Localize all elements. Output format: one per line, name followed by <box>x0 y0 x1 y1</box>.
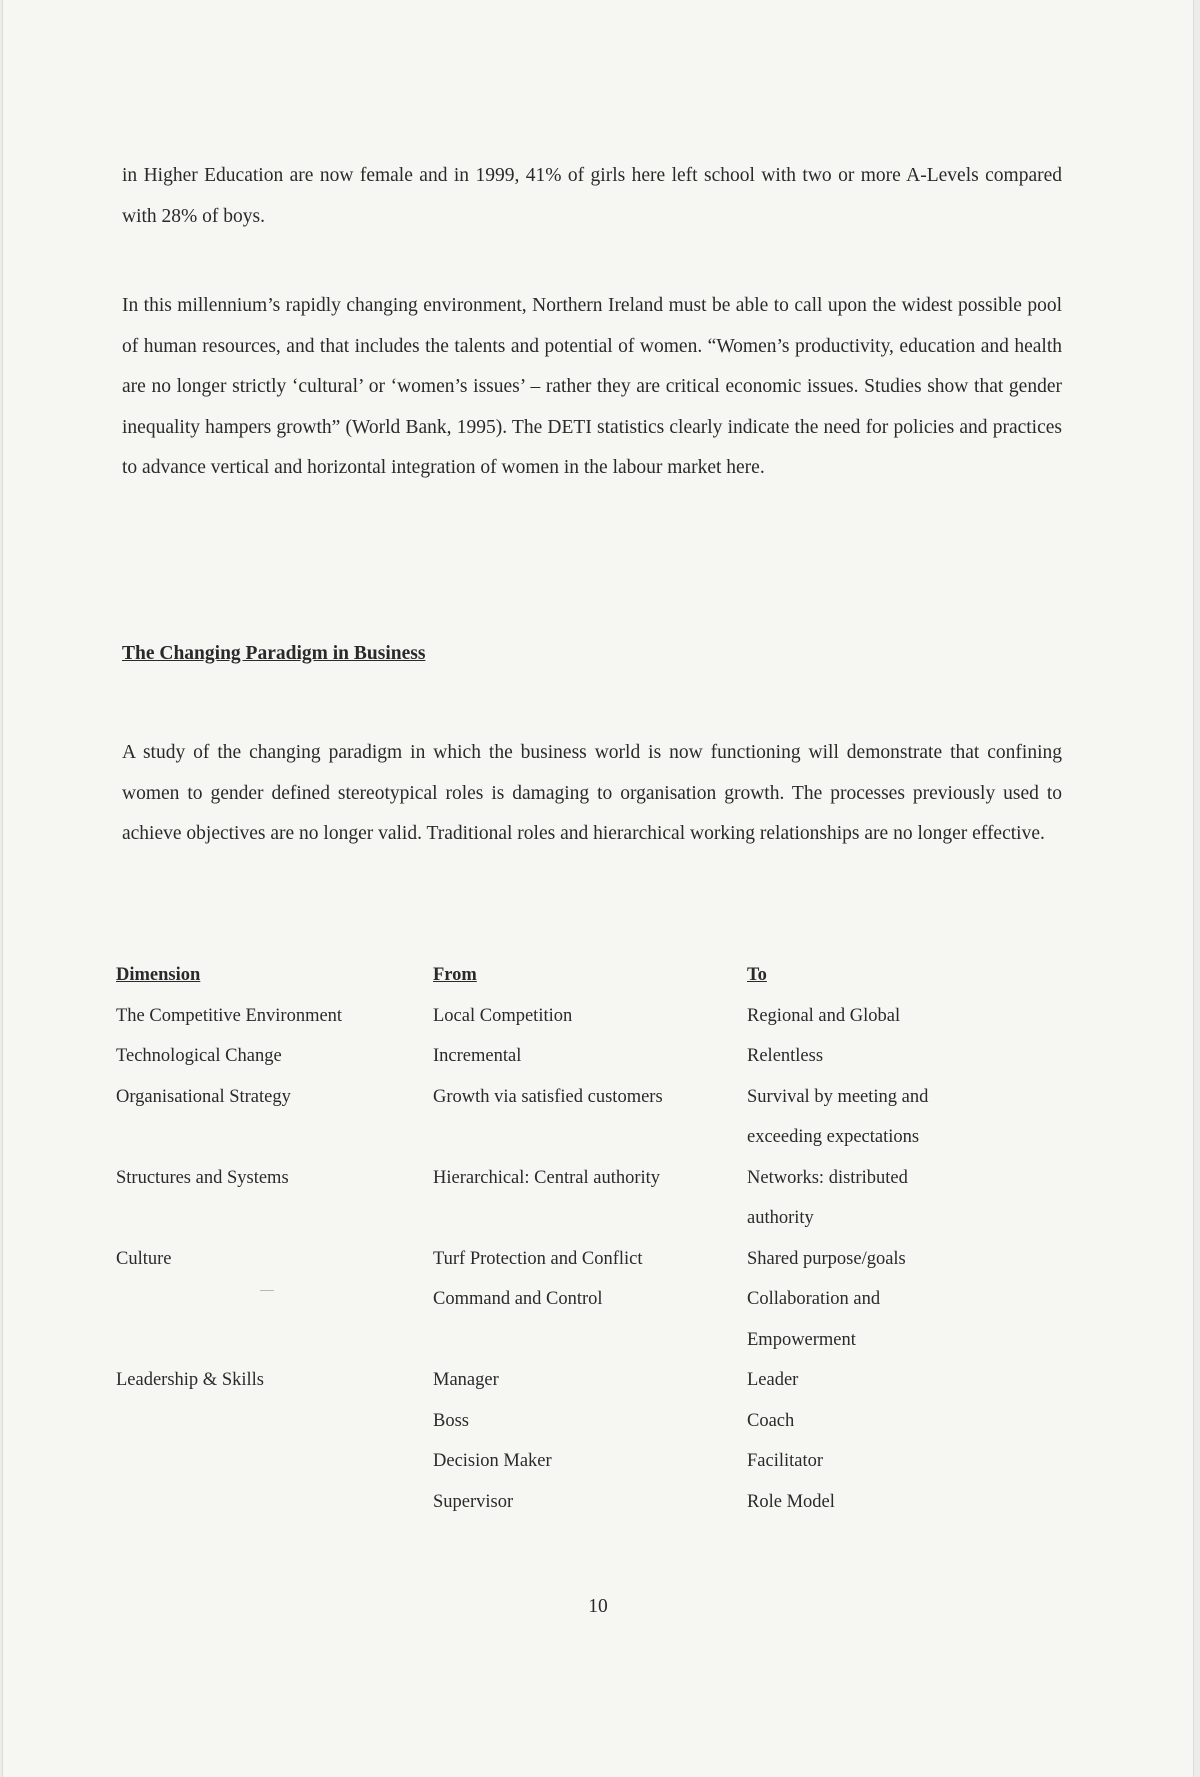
table-cell-to: Relentless <box>747 1046 824 1066</box>
table-row <box>116 1441 996 1482</box>
table-cell-from <box>433 1198 747 1239</box>
table-cell-from: Local Competition <box>433 1005 573 1026</box>
table-cell-to: Leader <box>747 1370 799 1390</box>
paragraph-higher-education: in Higher Education are now female and in 1999, 41% of girls here left school with two or more A-Levels compared with 28% of boys. <box>122 165 1062 227</box>
table-cell-from: Hierarchical: Central authority <box>433 1167 661 1188</box>
table-cell-dimension: Organisational Strategy <box>116 1086 291 1107</box>
table-cell-to: Regional and Global <box>747 1005 901 1026</box>
header-dimension: Dimension <box>116 965 201 985</box>
table-row <box>116 1482 996 1523</box>
table-cell-dimension: The Competitive Environment <box>116 1005 343 1026</box>
table-cell-from: Incremental <box>433 1046 522 1066</box>
table-cell-from: Growth via satisfied customers <box>433 1086 663 1107</box>
table-cell-to: Collaboration and <box>747 1289 881 1309</box>
table-row <box>116 1077 996 1118</box>
table-cell-from: Supervisor <box>433 1491 514 1512</box>
table-cell-dimension <box>116 1117 433 1158</box>
document-page <box>2 0 1194 1777</box>
table-cell-dimension: Technological Change <box>116 1046 282 1066</box>
table-cell-dimension <box>116 1482 433 1523</box>
table-row <box>116 1320 996 1361</box>
table-cell-dimension <box>116 1401 433 1442</box>
table-row <box>116 1279 996 1320</box>
table-cell-from: Command and Control <box>433 1289 603 1309</box>
table-header-row <box>116 955 996 996</box>
table-cell-dimension <box>116 1198 433 1239</box>
table-cell-to: Coach <box>747 1410 795 1431</box>
table-cell-to: authority <box>747 1208 814 1228</box>
table-cell-dimension: Structures and Systems <box>116 1167 289 1188</box>
paragraph-millennium: In this millennium’s rapidly changing environment, Northern Ireland must be able to call upon the widest possible pool of human resources, and that includes the talents and potential of women. “Women’s productivity, education and health are no longer strictly ‘cultural’ or ‘women’s issues’ – rather they are critical economic issues. Studies show that gender inequality hampers growth” (World Bank, 1995). The DETI statistics clearly indicate the need for policies and practices to advance vertical and horizontal integration of women in the labour market here. <box>122 295 1062 478</box>
table-cell-to: Facilitator <box>747 1451 824 1471</box>
table-cell-to: Networks: distributed <box>747 1167 908 1188</box>
table-cell-dimension <box>116 1279 433 1320</box>
page-number: 10 <box>588 1596 608 1617</box>
table-row <box>116 1239 996 1280</box>
header-from: From <box>433 965 477 985</box>
table-cell-from <box>433 1320 747 1361</box>
table-cell-from <box>433 1117 747 1158</box>
table-cell-from: Manager <box>433 1370 499 1390</box>
table-row <box>116 1198 996 1239</box>
table-cell-to: Role Model <box>747 1491 835 1512</box>
table-row <box>116 1036 996 1077</box>
table-row <box>116 996 996 1037</box>
table-cell-to: exceeding expectations <box>747 1127 920 1147</box>
table-cell-from: Decision Maker <box>433 1451 552 1471</box>
table-row <box>116 1401 996 1442</box>
section-heading: The Changing Paradigm in Business <box>122 643 426 664</box>
stray-mark <box>260 1290 274 1291</box>
table-cell-to: Survival by meeting and <box>747 1086 929 1107</box>
table-cell-from: Turf Protection and Conflict <box>433 1248 643 1269</box>
table-row <box>116 1360 996 1401</box>
table-cell-to: Empowerment <box>747 1329 856 1350</box>
table-row <box>116 1158 996 1199</box>
table-cell-dimension <box>116 1441 433 1482</box>
table-body <box>116 996 996 1523</box>
table-row <box>116 1117 996 1158</box>
table-cell-dimension <box>116 1320 433 1361</box>
paragraph-changing-paradigm: A study of the changing paradigm in which the business world is now functioning will demonstrate that confining women to gender defined stereotypical roles is damaging to organisation growth. The processes previously used to achieve objectives are no longer valid. Traditional roles and hierarchical working relationships are no longer effective. <box>122 742 1062 844</box>
table-cell-from: Boss <box>433 1410 469 1431</box>
paradigm-table <box>116 955 996 1522</box>
header-to: To <box>747 965 767 985</box>
table-cell-dimension: Culture <box>116 1248 172 1269</box>
table-cell-to: Shared purpose/goals <box>747 1248 906 1269</box>
table-cell-dimension: Leadership & Skills <box>116 1370 264 1390</box>
